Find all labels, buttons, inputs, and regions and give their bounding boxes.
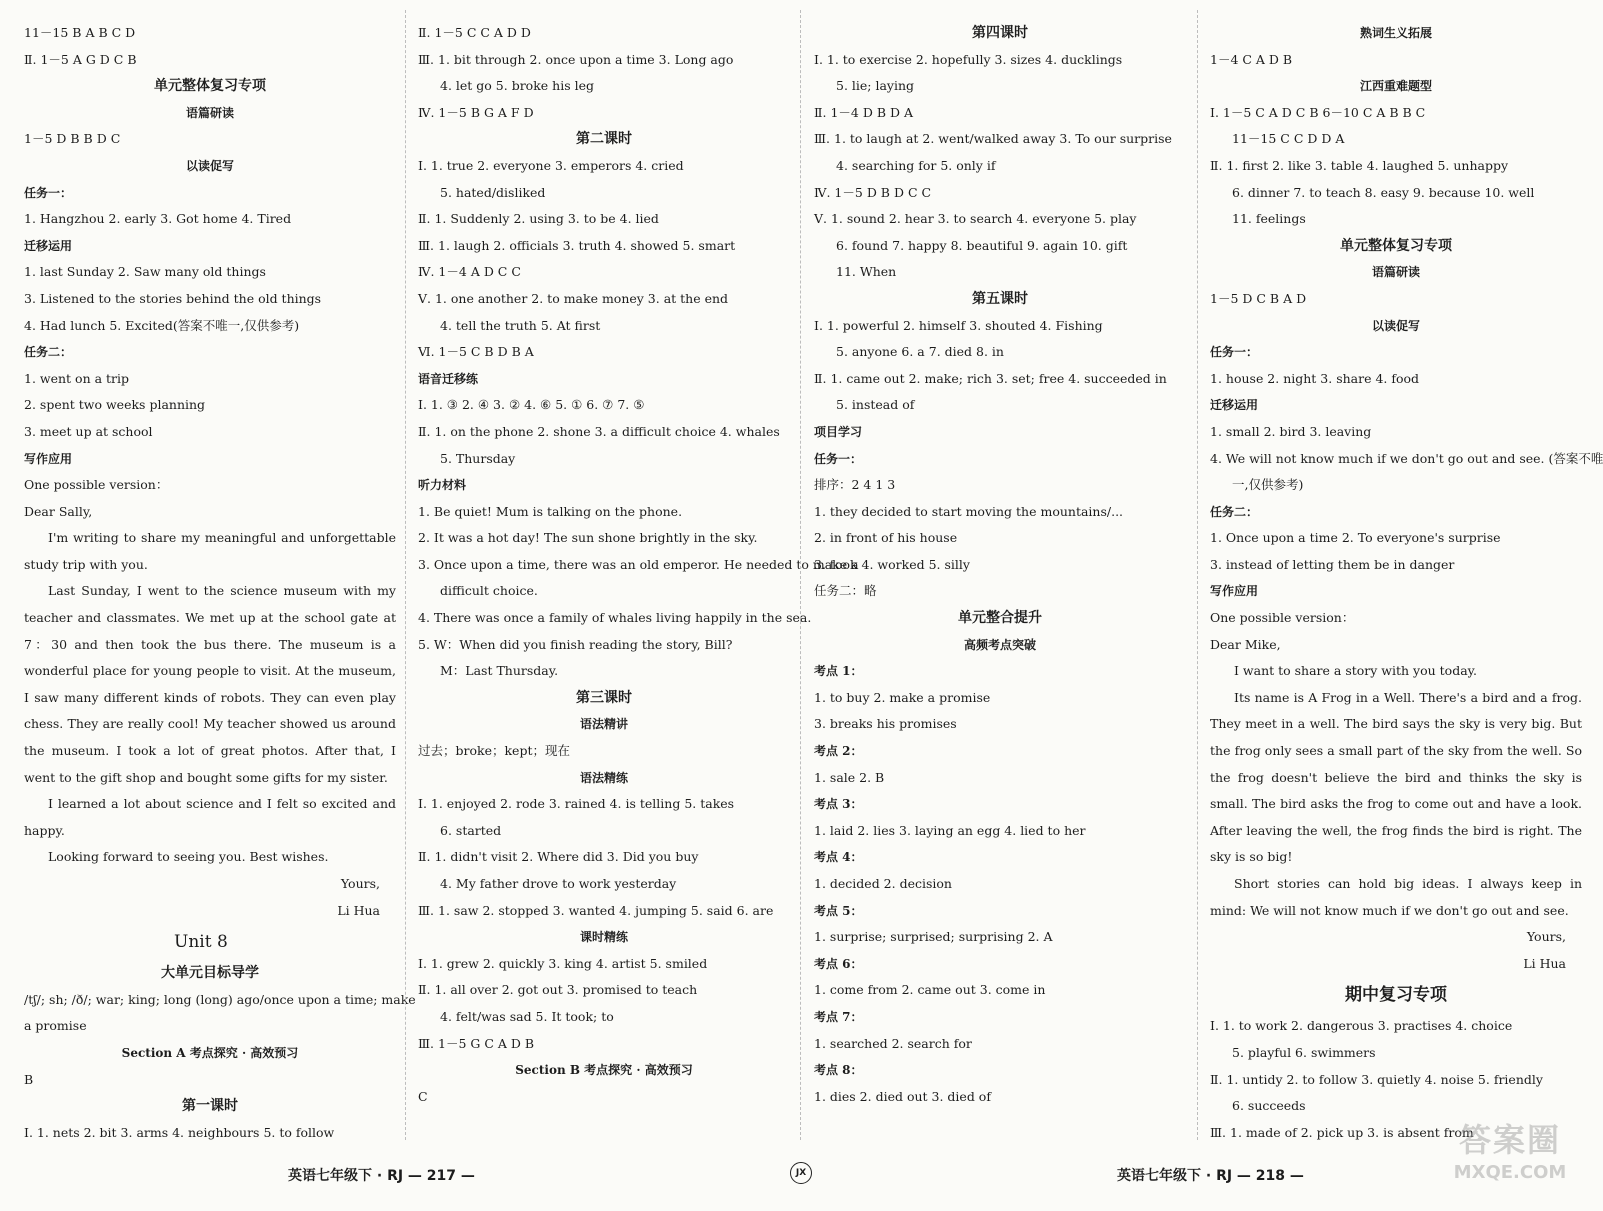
answer-line: Ⅱ. 1. Suddenly 2. using 3. to be 4. lied: [418, 211, 659, 227]
column-divider: [1197, 10, 1198, 1140]
letter-signoff: Li Hua: [1523, 955, 1566, 971]
answer-line: 1－5 D B B D C: [24, 131, 121, 147]
answer-line: difficult choice.: [440, 583, 538, 599]
answer-line: 4. let go 5. broke his leg: [440, 78, 594, 94]
site-watermark: [1440, 1118, 1580, 1198]
answer-line: Ⅱ. 1. didn't visit 2. Where did 3. Did you buy: [418, 849, 699, 865]
task-label: 考点 2：: [814, 744, 863, 759]
answer-line: Ⅰ. 1. powerful 2. himself 3. shouted 4. Fishing: [814, 317, 1103, 333]
answer-line: Ⅳ. 1－5 B G A F D: [418, 104, 534, 120]
answer-line: Dear Mike,: [1210, 636, 1281, 652]
task-label: 迁移运用: [1210, 398, 1259, 413]
answer-line: 2. spent two weeks planning: [24, 397, 206, 413]
answer-line: Ⅳ. 1－5 D B D C C: [814, 184, 932, 200]
section-heading: 第五课时: [972, 290, 1028, 307]
essay-paragraph: Short stories can hold big ideas. I always keep in mind: We will not know much if we don't go out and see.: [1210, 876, 1582, 918]
answer-line: 3. breaks his promises: [814, 716, 957, 732]
answer-line: 5. anyone 6. a 7. died 8. in: [836, 344, 1004, 360]
section-heading: 第三课时: [576, 689, 632, 706]
task-label: 考点 5：: [814, 903, 863, 918]
answer-line: 1. surprise; surprised; surprising 2. A: [814, 929, 1053, 945]
answer-line: 1. laid 2. lies 3. laying an egg 4. lied to her: [814, 822, 1086, 838]
answer-line: Ⅰ. 1. true 2. everyone 3. emperors 4. cried: [418, 157, 684, 173]
subsection-heading: 语法精练: [579, 770, 628, 785]
answer-line: Ⅱ. 1－5 A G D C B: [24, 51, 137, 67]
essay-paragraph: I want to share a story with you today.: [1234, 663, 1478, 679]
section-heading: 单元整体复习专项: [154, 78, 266, 95]
answer-line: 6. dinner 7. to teach 8. easy 9. because 10. well: [1232, 184, 1535, 200]
footer-page-217: 英语七年级下 · RJ — 217 —: [288, 1168, 475, 1184]
section-heading: 单元整体复习专项: [1340, 237, 1452, 254]
answer-line: 6. found 7. happy 8. beautiful 9. again 10. gift: [836, 237, 1128, 253]
answer-line: Ⅱ. 1－4 D B D A: [814, 104, 913, 120]
column-divider: [405, 10, 406, 1140]
answer-line: 1. Once upon a time 2. To everyone's surprise: [1210, 530, 1501, 546]
subsection-heading: 语篇研读: [1371, 265, 1420, 280]
answer-column-3: [814, 20, 1186, 1140]
answer-line: 2. It was a hot day! The sun shone brightly in the sky.: [418, 530, 758, 546]
answer-line: 1. searched 2. search for: [814, 1035, 972, 1051]
section-heading: 第二课时: [576, 131, 632, 148]
answer-line: 11. feelings: [1232, 211, 1306, 227]
task-label: 考点 7：: [814, 1009, 863, 1024]
task-label: 任务一：: [24, 185, 73, 200]
task-label: 语音迁移练: [418, 371, 479, 386]
answer-line: 1. sale 2. B: [814, 769, 885, 785]
answer-line: Ⅲ. 1－5 G C A D B: [418, 1035, 535, 1051]
answer-line: Ⅰ. 1. ③ 2. ④ 3. ② 4. ⑥ 5. ① 6. ⑦ 7. ⑤: [418, 397, 645, 413]
answer-line: Ⅱ. 1. first 2. like 3. table 4. laughed 5. unhappy: [1210, 157, 1509, 173]
task-label: 任务一：: [814, 451, 863, 466]
answer-line: 5. lie; laying: [836, 78, 915, 94]
answer-line: 1. come from 2. came out 3. come in: [814, 982, 1046, 998]
subsection-heading: 高频考点突破: [963, 637, 1036, 652]
answer-line: 11－15 B A B C D: [24, 25, 136, 40]
answer-line: Ⅲ. 1. made of 2. pick up 3. is absent from: [1210, 1124, 1474, 1140]
unit-title: Unit 8: [174, 932, 228, 953]
answer-line: One possible version：: [1210, 610, 1355, 626]
task-label: 任务二：: [24, 345, 73, 360]
task-label: 写作应用: [24, 451, 73, 466]
watermark-logo-text: 答案圈: [1458, 1121, 1561, 1159]
answer-line: Ⅰ. 1. to exercise 2. hopefully 3. sizes 4. ducklings: [814, 51, 1123, 67]
answer-line: 1. dies 2. died out 3. died of: [814, 1088, 991, 1104]
task-label: 考点 4：: [814, 850, 863, 865]
subsection-heading: 课时精练: [579, 930, 628, 945]
task-label: 考点 3：: [814, 797, 863, 812]
section-heading: 单元整合提升: [958, 610, 1042, 627]
answer-line: Ⅱ. 1－5 C C A D D: [418, 25, 531, 40]
subsection-heading: 以读促写: [185, 158, 234, 173]
essay-paragraph: Last Sunday, I went to the science museum with my teacher and classmates. We met up at the school gate at 7：30 and then took the bus there. The museum is a wonderful place for young people to visit. At the museum, I saw many different kinds of robots. They can even play chess. They are really cool! My teacher showed us around the museum. I took a lot of great photos. After that, I went to the gift shop and bought some gifts for my sister.: [24, 583, 396, 785]
major-heading: 期中复习专项: [1345, 985, 1447, 1006]
subsection-heading: 以读促写: [1371, 318, 1420, 333]
answer-line: 1－5 D C B A D: [1210, 290, 1307, 306]
page-fold-divider: [800, 10, 801, 1140]
essay-paragraph: Looking forward to seeing you. Best wishes.: [48, 849, 329, 865]
answer-line: 1. they decided to start moving the mountains/...: [814, 503, 1124, 519]
answer-line: Ⅱ. 1. all over 2. got out 3. promised to teach: [418, 982, 698, 998]
letter-signoff: Yours,: [340, 876, 380, 891]
answer-line: 4. felt/was sad 5. It took; to: [440, 1008, 614, 1024]
task-label: 考点 1：: [814, 664, 863, 679]
letter-signoff: Yours,: [1526, 929, 1566, 945]
answer-line: Ⅱ. 1. on the phone 2. shone 3. a difficult choice 4. whales: [418, 423, 780, 439]
task-label: 迁移运用: [24, 238, 73, 253]
answer-line: 3. Listened to the stories behind the old things: [24, 290, 322, 306]
answer-line: 4. Had lunch 5. Excited(答案不唯一,仅供参考): [24, 317, 300, 333]
answer-line: 6. started: [440, 822, 502, 838]
answer-line: Ⅲ. 1. laugh 2. officials 3. truth 4. showed 5. smart: [418, 237, 736, 253]
task-label: 项目学习: [814, 424, 863, 439]
answer-line: Ⅰ. 1. nets 2. bit 3. arms 4. neighbours 5. to follow: [24, 1124, 335, 1140]
footer-page-218: 英语七年级下 · RJ — 218 —: [1117, 1168, 1304, 1184]
answer-line: One possible version：: [24, 477, 169, 493]
answer-line: 任务二：略: [814, 583, 877, 599]
answer-line: 1. to buy 2. make a promise: [814, 689, 991, 705]
answer-column-4: [1210, 20, 1603, 1140]
subsection-heading: 语法精讲: [579, 717, 628, 732]
answer-column-1: [24, 20, 416, 1140]
answer-line: 5. W：When did you finish reading the story, Bill?: [418, 636, 733, 652]
answer-line: 11. When: [836, 264, 897, 280]
task-label: 任务二：: [1210, 504, 1259, 519]
letter-signoff: Li Hua: [337, 902, 380, 918]
answer-line: 3. took 4. worked 5. silly: [814, 556, 970, 572]
essay-paragraph: I'm writing to share my meaningful and unforgettable study trip with you.: [24, 530, 396, 572]
answer-line: 5. playful 6. swimmers: [1232, 1044, 1376, 1060]
answer-line: 过去；broke；kept；现在: [418, 743, 570, 759]
answer-line: 11－15 C C D D A: [1232, 131, 1345, 147]
answer-line: 5. hated/disliked: [440, 184, 546, 200]
answer-line: Ⅰ. 1. enjoyed 2. rode 3. rained 4. is telling 5. takes: [418, 796, 735, 812]
task-label: 听力材料: [418, 478, 467, 493]
subsection-heading: 江西重难题型: [1359, 79, 1432, 94]
answer-line: 4. There was once a family of whales living happily in the sea.: [418, 610, 812, 626]
subsection-heading: Section A 考点探究 · 高效预习: [121, 1045, 299, 1060]
answer-line: 3. meet up at school: [24, 423, 153, 439]
watermark-url: MXQE.COM: [1453, 1162, 1567, 1183]
answer-line: 5. instead of: [836, 397, 915, 413]
answer-line: 3. instead of letting them be in danger: [1210, 556, 1455, 572]
answer-line: Ⅴ. 1. one another 2. to make money 3. at the end: [418, 290, 729, 306]
answer-line: Ⅰ. 1－5 C A D C B 6－10 C A B B C: [1210, 104, 1426, 120]
answer-line: Dear Sally,: [24, 503, 93, 519]
answer-line: 1. Hangzhou 2. early 3. Got home 4. Tired: [24, 211, 292, 227]
answer-line: 6. succeeds: [1232, 1098, 1306, 1114]
section-heading: 第四课时: [972, 25, 1028, 41]
task-label: 写作应用: [1210, 584, 1259, 599]
answer-line: 1. small 2. bird 3. leaving: [1210, 423, 1372, 439]
answer-line: Ⅰ. 1. grew 2. quickly 3. king 4. artist 5. smiled: [418, 955, 708, 971]
answer-line: 4. My father drove to work yesterday: [440, 876, 677, 891]
answer-line: 3. Once upon a time, there was an old emperor. He needed to make a: [418, 556, 859, 572]
answer-line: Ⅳ. 1－4 A D C C: [418, 264, 521, 280]
answer-line: M：Last Thursday.: [440, 663, 559, 679]
answer-line: 1. went on a trip: [24, 370, 130, 386]
jx-badge: JX: [790, 1162, 812, 1184]
answer-line: Ⅲ. 1. bit through 2. once upon a time 3. Long ago: [418, 51, 734, 67]
answer-line: Ⅲ. 1. to laugh at 2. went/walked away 3. To our surprise: [814, 131, 1172, 147]
subsection-heading: 熟词生义拓展: [1359, 26, 1432, 40]
answer-line: Ⅲ. 1. saw 2. stopped 3. wanted 4. jumping 5. said 6. are: [418, 902, 774, 918]
answer-line: C: [418, 1088, 428, 1104]
answer-line: 5. Thursday: [440, 450, 516, 466]
answer-line: 2. in front of his house: [814, 530, 958, 546]
answer-line: a promise: [24, 1018, 87, 1034]
answer-line: 1－4 C A D B: [1210, 51, 1293, 67]
section-heading: 第一课时: [182, 1098, 238, 1115]
answer-line: 4. We will not know much if we don't go out and see. (答案不唯: [1210, 450, 1603, 466]
essay-paragraph: Its name is A Frog in a Well. There's a bird and a frog. They meet in a well. The bird says the sky is very big. But the frog only sees a small part of the sky from the well. So the frog doesn't believe the bird and thinks the sky is small. The bird asks the frog to come out and have a look. After leaving the well, the frog finds the bird is right. The sky is so big!: [1210, 689, 1582, 865]
essay-paragraph: I learned a lot about science and I felt so excited and happy.: [24, 796, 396, 838]
answer-line: 一,仅供参考): [1232, 477, 1304, 493]
answer-line: 1. house 2. night 3. share 4. food: [1210, 370, 1420, 386]
answer-line: Ⅱ. 1. came out 2. make; rich 3. set; free 4. succeeded in: [814, 370, 1167, 386]
answer-line: 1. decided 2. decision: [814, 876, 952, 891]
answer-line: 1. last Sunday 2. Saw many old things: [24, 264, 266, 280]
answer-line: B: [24, 1071, 34, 1087]
answer-line: Ⅴ. 1. sound 2. hear 3. to search 4. everyone 5. play: [814, 211, 1137, 227]
task-label: 任务一：: [1210, 345, 1259, 360]
task-label: 考点 6：: [814, 956, 863, 971]
answer-line: 排序：2 4 1 3: [814, 477, 896, 493]
answer-line: Ⅰ. 1. to work 2. dangerous 3. practises 4. choice: [1210, 1018, 1513, 1034]
answer-line: Ⅱ. 1. untidy 2. to follow 3. quietly 4. noise 5. friendly: [1210, 1071, 1543, 1087]
task-label: 考点 8：: [814, 1063, 863, 1078]
section-heading: 大单元目标导学: [161, 965, 259, 982]
answer-line: /tʃ/; sh; /ð/; war; king; long (long) ago/once upon a time; make: [24, 991, 416, 1007]
subsection-heading: 语篇研读: [185, 105, 234, 120]
answer-line: 1. Be quiet! Mum is talking on the phone.: [418, 503, 683, 519]
answer-line: Ⅵ. 1－5 C B D B A: [418, 344, 534, 360]
subsection-heading: Section B 考点探究 · 高效预习: [515, 1063, 693, 1078]
answer-line: 4. tell the truth 5. At first: [440, 317, 601, 333]
answer-line: 4. searching for 5. only if: [836, 157, 996, 173]
